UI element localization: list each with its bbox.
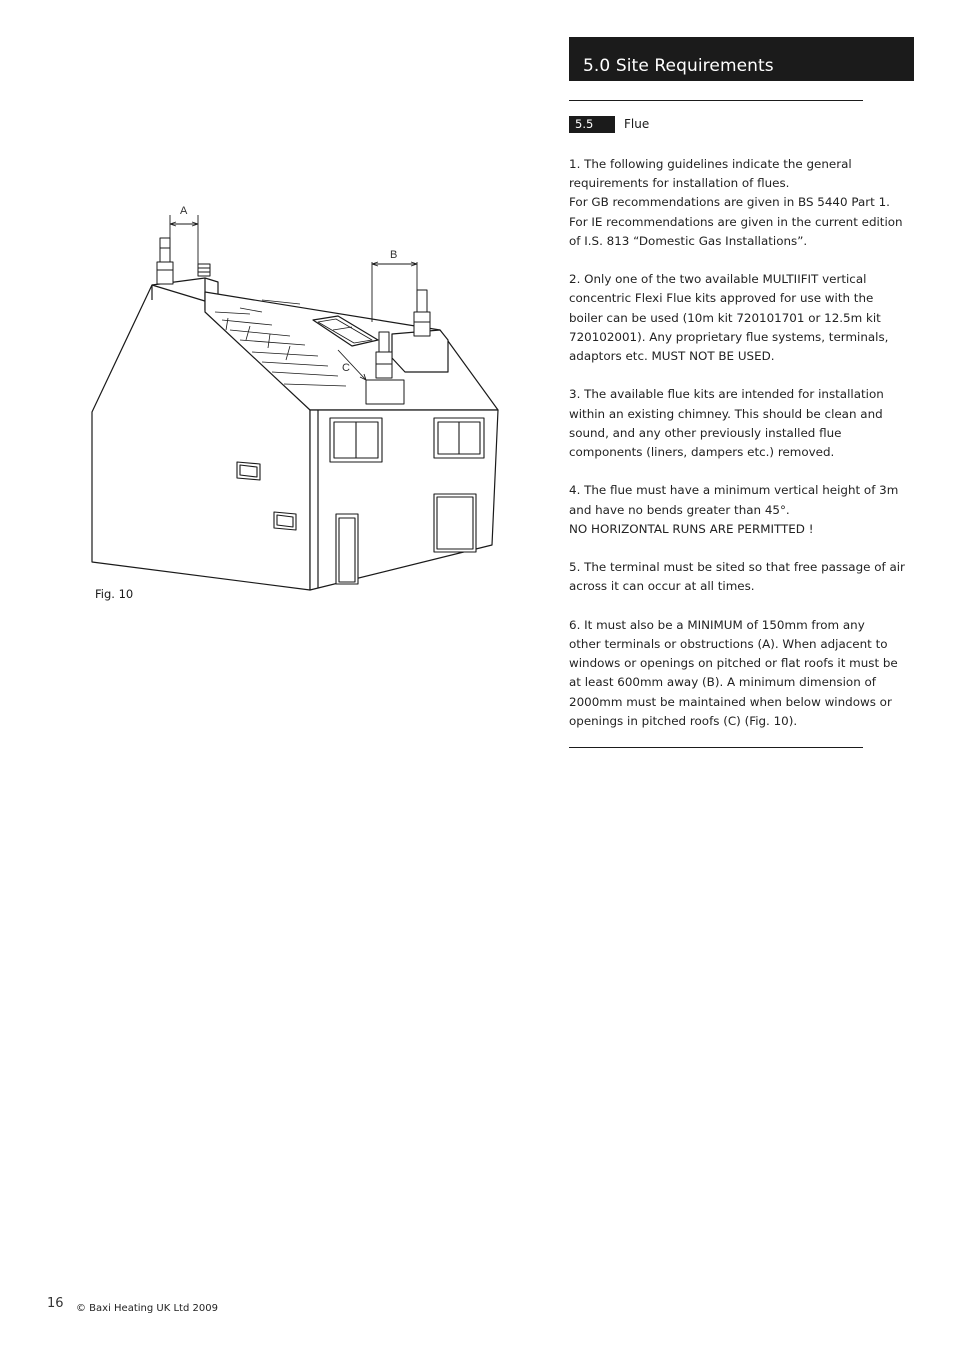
text-line: NO HORIZONTAL RUNS ARE PERMITTED ! [569, 521, 814, 536]
subsection-title: Flue [624, 117, 650, 131]
bottom-rule [569, 747, 863, 748]
section-header [569, 37, 914, 81]
paragraph-1 [569, 155, 903, 251]
text-line: windows or openings on pitched or flat roofs it must be [569, 656, 898, 671]
paragraph-5 [569, 558, 905, 596]
label-b: B [390, 249, 398, 261]
text-line: concentric Flexi Flue kits approved for use with the [569, 291, 874, 306]
flue-terminal-small [198, 264, 210, 276]
label-a: A [180, 205, 188, 217]
text-line: requirements for installation of flues. [569, 176, 790, 191]
text-line: and have no bends greater than 45°. [569, 502, 790, 517]
text-line: 1. The following guidelines indicate the general [569, 157, 852, 171]
text-line: adaptors etc. MUST NOT BE USED. [569, 349, 775, 364]
text-line: For GB recommendations are given in BS 5440 Part 1. [569, 195, 890, 210]
paragraph-2 [569, 270, 889, 366]
section-title: 5.0 Site Requirements [583, 56, 774, 76]
flue-terminal-a [157, 238, 173, 284]
text-line: 2000mm must be maintained when below windows or [569, 694, 892, 709]
dimension-a [170, 215, 198, 264]
text-line: boiler can be used (10m kit 720101701 or 12.5m kit [569, 310, 881, 325]
subsection-number: 5.5 [569, 116, 615, 133]
text-line: within an existing chimney. This should be clean and [569, 406, 883, 421]
page-number: 16 [47, 1296, 64, 1311]
text-line: components (liners, dampers etc.) removed. [569, 445, 835, 460]
text-line: 3. The available flue kits are intended for installation [569, 387, 884, 402]
copyright: © Baxi Heating UK Ltd 2009 [76, 1303, 218, 1314]
text-line: 720102001). Any proprietary flue systems, terminals, [569, 329, 889, 344]
house-flue-illustration [85, 195, 505, 595]
text-line: sound, and any other previously installed flue [569, 425, 842, 440]
figure-caption: Fig. 10 [95, 587, 134, 601]
text-line: 2. Only one of the two available MULTIIFIT vertical [569, 272, 867, 287]
label-c: C [342, 362, 350, 374]
paragraph-6 [569, 616, 898, 731]
text-line: openings in pitched roofs (C) (Fig. 10). [569, 713, 798, 728]
text-line: at least 600mm away (B). A minimum dimension of [569, 675, 876, 690]
paragraph-4 [569, 481, 899, 539]
flue-terminal-b [414, 290, 430, 336]
top-rule [569, 100, 863, 101]
paragraph-3 [569, 385, 884, 462]
text-line: 5. The terminal must be sited so that free passage of air [569, 560, 905, 575]
dimension-b [372, 262, 417, 322]
text-line: 6. It must also be a MINIMUM of 150mm from any [569, 617, 865, 632]
text-line: other terminals or obstructions (A). When adjacent to [569, 637, 888, 651]
text-line: across it can occur at all times. [569, 579, 755, 594]
front-door [336, 514, 358, 584]
text-line: For IE recommendations are given in the current edition [569, 214, 903, 229]
body-text [569, 155, 905, 750]
text-line: of I.S. 813 “Domestic Gas Installations”. [569, 233, 808, 248]
text-line: 4. The flue must have a minimum vertical height of 3m [569, 483, 899, 498]
